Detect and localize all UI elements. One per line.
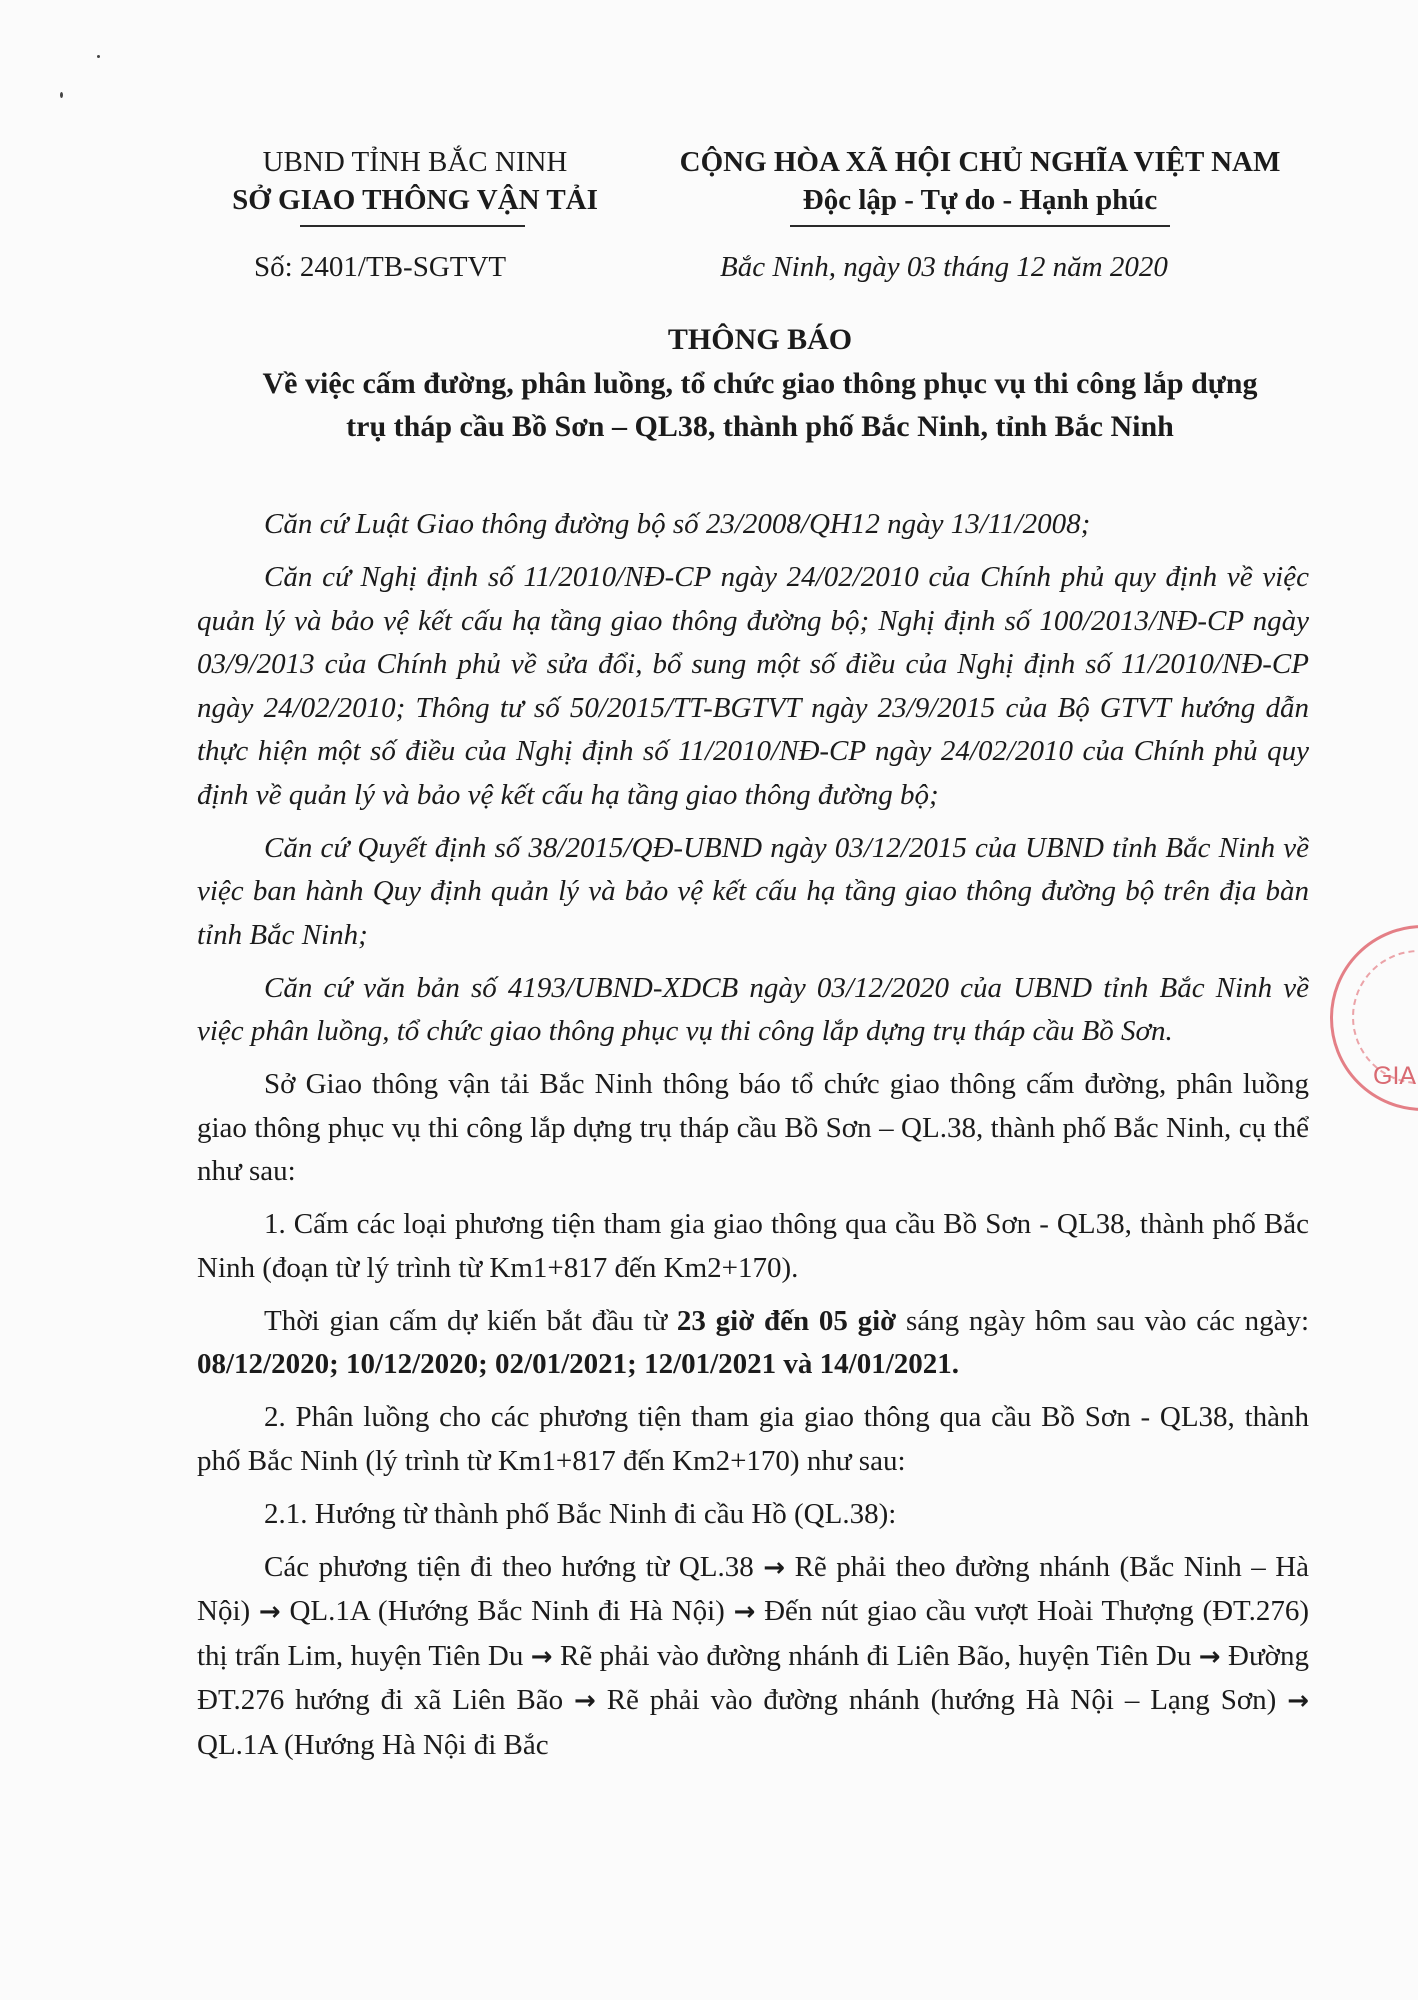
- closure-time-paragraph: [197, 1300, 1309, 1387]
- closure-time-text-a: Thời gian cấm dự kiến bắt đầu từ: [264, 1304, 677, 1337]
- route-step-1: Các phương tiện đi theo hướng từ QL.38: [264, 1550, 754, 1583]
- route-step-4: Đến nút giao cầu vượt Hoài Thượng (ĐT.276) thị trấn Lim, huyện Tiên Du: [197, 1595, 1310, 1672]
- motto-underline: [790, 225, 1170, 227]
- section-2-1: 2.1. Hướng từ thành phố Bắc Ninh đi cầu Hồ (QL.38):: [264, 1497, 897, 1530]
- agency-parent: UBND TỈNH BẮC NINH: [262, 146, 568, 178]
- document-subject: [190, 362, 1330, 448]
- section-2: 2. Phân luồng cho các phương tiện tham gia giao thông qua cầu Bồ Sơn - QL38, thành phố Bắc Ninh (lý trình từ Km1+817 đến Km2+170) như sau:: [197, 1401, 1309, 1477]
- closure-dates: 08/12/2020; 10/12/2020; 02/01/2021; 12/01/2021 và 14/01/2021.: [197, 1348, 960, 1380]
- route-paragraph: [197, 1546, 1309, 1768]
- national-motto: Độc lập - Tự do - Hạnh phúc: [802, 184, 1158, 216]
- route-step-8: QL.1A (Hướng Hà Nội đi Bắc: [197, 1728, 549, 1761]
- arrow-right-icon: →: [733, 1597, 756, 1627]
- arrow-right-icon: →: [530, 1641, 553, 1672]
- agency-underline: [300, 225, 525, 227]
- closure-hours: 23 giờ đến 05 giờ: [676, 1304, 897, 1337]
- issuer-block: [205, 143, 625, 219]
- legal-basis-1: Căn cứ Luật Giao thông đường bộ số 23/2008/QH12 ngày 13/11/2008;: [264, 508, 1091, 540]
- scan-speck: [97, 55, 100, 58]
- closure-time-text-c: sáng ngày hôm sau vào các ngày:: [896, 1304, 1310, 1337]
- agency-name: SỞ GIAO THÔNG VẬN TẢI: [232, 184, 598, 216]
- arrow-right-icon: →: [258, 1597, 281, 1627]
- arrow-right-icon: →: [1287, 1686, 1310, 1716]
- document-title: THÔNG BÁO: [667, 323, 853, 356]
- legal-basis-4: Căn cứ văn bản số 4193/UBND-XDCB ngày 03/12/2020 của UBND tỉnh Bắc Ninh về việc phân luồng, tổ chức giao thông phục vụ thi công lắp dựng trụ tháp cầu Bồ Sơn.: [197, 971, 1309, 1047]
- route-step-2: Rẽ phải theo đường nhánh (Bắc Ninh – Hà Nội): [197, 1550, 1310, 1627]
- place-and-date: Bắc Ninh, ngày 03 tháng 12 năm 2020: [720, 251, 1168, 283]
- section-1: 1. Cấm các loại phương tiện tham gia giao thông qua cầu Bồ Sơn - QL38, thành phố Bắc Ninh (đoạn từ lý trình từ Km1+817 đến Km2+170).: [197, 1208, 1309, 1284]
- arrow-right-icon: →: [1198, 1641, 1221, 1672]
- nation-name: CỘNG HÒA XÃ HỘI CHỦ NGHĨA VIỆT NAM: [679, 146, 1281, 178]
- legal-basis-2: Căn cứ Nghị định số 11/2010/NĐ-CP ngày 24/02/2010 của Chính phủ quy định về việc quản lý và bảo vệ kết cấu hạ tầng giao thông đường bộ; Nghị định số 100/2013/NĐ-CP ngày 03/9/2013 của Chính phủ về sửa đổi, bổ sung một số điều của Nghị định số 11/2010/NĐ-CP ngày 24/02/2010; Thông tư số 50/2015/TT-BGTVT ngày 23/9/2015 của Bộ GTVT hướng dẫn thực hiện một số điều của Nghị định số 11/2010/NĐ-CP ngày 24/02/2010 của Chính phủ quy định về quản lý và bảo vệ kết cấu hạ tầng giao thông đường bộ;: [197, 561, 1309, 811]
- subject-line-2: trụ tháp cầu Bồ Sơn – QL38, thành phố Bắc Ninh, tỉnh Bắc Ninh: [346, 410, 1174, 443]
- legal-basis-3: Căn cứ Quyết định số 38/2015/QĐ-UBND ngày 03/12/2015 của UBND tỉnh Bắc Ninh về việc ban hành Quy định quản lý và bảo vệ kết cấu hạ tầng giao thông đường bộ trên địa bàn tỉnh Bắc Ninh;: [197, 831, 1309, 951]
- route-step-3: QL.1A (Hướng Bắc Ninh đi Hà Nội): [289, 1595, 725, 1627]
- subject-line-1: Về việc cấm đường, phân luồng, tổ chức giao thông phục vụ thi công lắp dựng: [262, 367, 1258, 400]
- document-body: [197, 503, 1309, 1777]
- scan-speck: [60, 92, 63, 98]
- arrow-right-icon: →: [573, 1686, 596, 1716]
- arrow-right-icon: →: [763, 1552, 786, 1583]
- intro-paragraph: Sở Giao thông vận tải Bắc Ninh thông báo tổ chức giao thông cấm đường, phân luồng giao thông phục vụ thi công lắp dựng trụ tháp cầu Bồ Sơn – QL.38, thành phố Bắc Ninh, cụ thể như sau:: [197, 1068, 1309, 1187]
- document-number: Số: 2401/TB-SGTVT: [254, 251, 507, 283]
- official-seal-text: GIA: [1373, 1062, 1417, 1090]
- route-step-6: Đường ĐT.276 hướng đi xã Liên Bão: [197, 1639, 1310, 1716]
- route-step-7: Rẽ phải vào đường nhánh (hướng Hà Nội – Lạng Sơn): [606, 1684, 1277, 1716]
- route-step-5: Rẽ phải vào đường nhánh đi Liên Bão, huyện Tiên Du: [560, 1639, 1192, 1672]
- national-heading: [640, 143, 1320, 219]
